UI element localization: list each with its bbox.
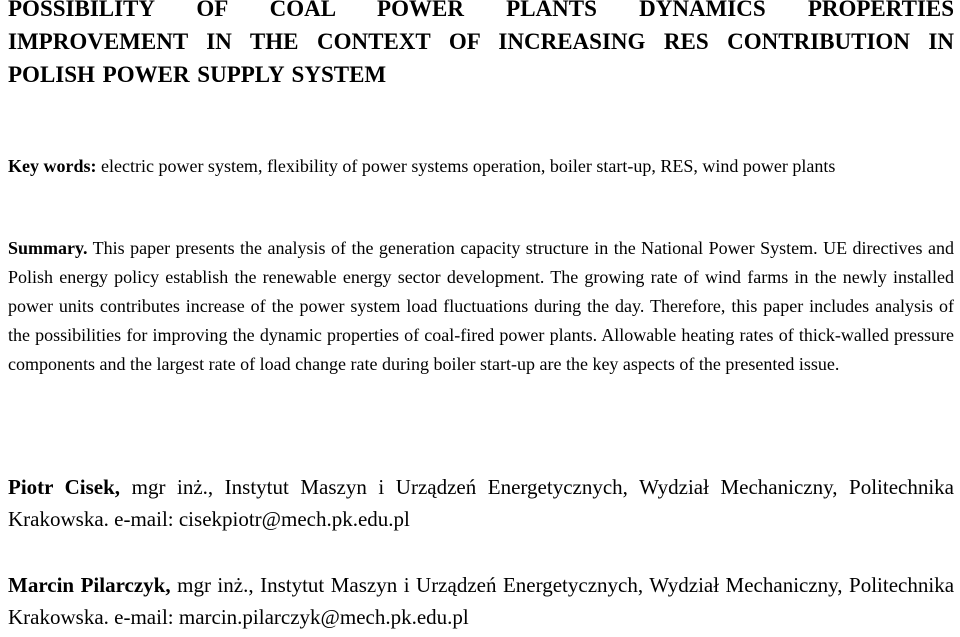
title-line-2: IMPROVEMENT IN THE CONTEXT OF INCREASING RES CONTRIBUTION IN bbox=[8, 29, 954, 54]
author-2-affiliation: mgr inż., Instytut Maszyn i Urządzeń Energetycznych, Wydział Mechaniczny, Politechnika Krakowska. e-mail: marcin.pilarczyk@mech.pk.edu.pl bbox=[8, 573, 955, 629]
summary-label: Summary. bbox=[8, 238, 88, 258]
title-line-3: POLISH POWER SUPPLY SYSTEM bbox=[8, 62, 387, 87]
author-2-name: Marcin Pilarczyk, bbox=[8, 573, 171, 597]
author-1-name: Piotr Cisek, bbox=[8, 475, 121, 499]
keywords-label: Key words: bbox=[8, 156, 97, 176]
paper-title bbox=[8, 0, 954, 91]
keywords-paragraph bbox=[8, 152, 954, 180]
author-2 bbox=[8, 569, 954, 633]
keywords-text: electric power system, flexibility of power systems operation, boiler start-up, RES, wind power plants bbox=[101, 156, 836, 176]
author-1 bbox=[8, 471, 954, 535]
author-1-affiliation: mgr inż., Instytut Maszyn i Urządzeń Energetycznych, Wydział Mechaniczny, Politechnika Krakowska. e-mail: cisekpiotr@mech.pk.edu.pl bbox=[8, 475, 954, 531]
summary-paragraph bbox=[8, 234, 954, 379]
summary-text: This paper presents the analysis of the generation capacity structure in the National Power System. UE directives and Polish energy policy establish the renewable energy sector development. The growing rate of wind farms in the newly installed power units contributes increase of the power system load fluctuations during the day. Therefore, this paper includes analysis of the possibilities for improving the dynamic properties of coal-fired power plants. Allowable heating rates of thick-walled pressure components and the largest rate of load change rate during boiler start-up are the key aspects of the presented issue. bbox=[8, 238, 954, 374]
title-line-1: POSSIBILITY OF COAL POWER PLANTS DYNAMICS PROPERTIES bbox=[8, 0, 954, 21]
